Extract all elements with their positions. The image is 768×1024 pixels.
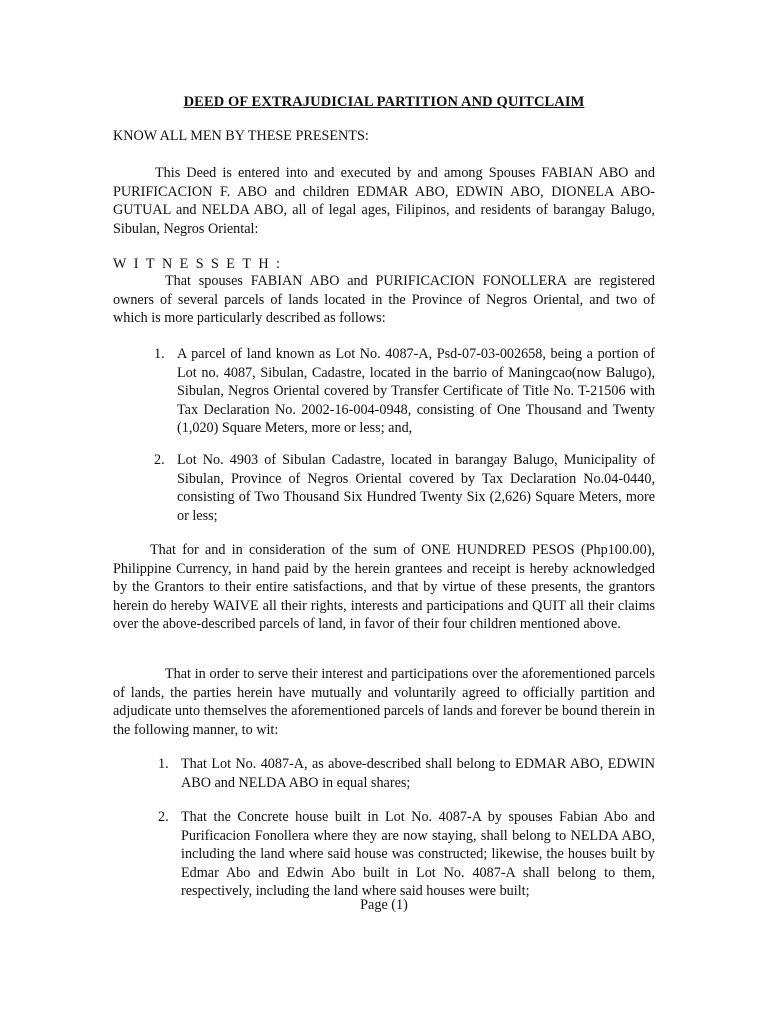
witnesseth-paragraph: That spouses FABIAN ABO and PURIFICACION FONOLLERA are registered owners of several parcels of lands located in the Province of Negros Oriental, and two of which is more particularly described as follows: <box>113 273 655 326</box>
parcel-item-1 <box>150 345 655 438</box>
parcel-number: 2. <box>154 452 165 468</box>
page-number: Page (1) <box>360 897 408 913</box>
document-title: DEED OF EXTRAJUDICIAL PARTITION AND QUITCLAIM <box>183 94 585 110</box>
term-item-2 <box>153 808 655 901</box>
term-number: 1. <box>158 756 169 772</box>
term-description: That the Concrete house built in Lot No. 4087-A by spouses Fabian Abo and Purificacion Fonollera where they are now staying, shall belong to NELDA ABO, including the land where said house was constructed; likewise, the houses built by Edmar Abo and Edwin Abo built in Lot No. 4087-A shall belong to them, respectively, including the land where said houses were built; <box>181 809 655 899</box>
term-number: 2. <box>158 809 169 825</box>
term-item-1 <box>153 755 655 792</box>
parcel-number: 1. <box>154 346 165 362</box>
parcel-description: A parcel of land known as Lot No. 4087-A, Psd-07-03-002658, being a portion of Lot no. 4087, Sibulan, Cadastre, located in the barrio of Maningcao(now Balugo), Sibulan, Negros Oriental covered by Transfer Certificate of Title No. T-21506 with Tax Declaration No. 2002-16-004-0948, consisting of One Thousand and Twenty (1,020) Square Meters, more or less; and, <box>177 346 655 436</box>
parcel-description: Lot No. 4903 of Sibulan Cadastre, located in barangay Balugo, Municipality of Sibulan, Province of Negros Oriental covered by Tax Declaration No.04-0440, consisting of Two Thousand Six Hundred Twenty Six (2,626) Square Meters, more or less; <box>177 452 655 524</box>
witnesseth-label: WITNESSETH: <box>113 256 288 272</box>
intro-paragraph: This Deed is entered into and executed by and among Spouses FABIAN ABO and PURIFICACION F. ABO and children EDMAR ABO, EDWIN ABO, DIONELA ABO-GUTUAL and NELDA ABO, all of legal ages, Filipinos, and residents of barangay Balugo, Sibulan, Negros Oriental: <box>113 165 655 237</box>
parcel-item-2 <box>150 451 655 525</box>
agreement-paragraph: That in order to serve their interest and participations over the aforementioned parcels of lands, the parties herein have mutually and voluntarily agreed to officially partition and adjudicate unto themselves the aforementioned parcels of lands and forever be bound therein in the following manner, to wit: <box>113 666 655 738</box>
term-description: That Lot No. 4087-A, as above-described shall belong to EDMAR ABO, EDWIN ABO and NELDA ABO in equal shares; <box>181 756 655 791</box>
document-heading: KNOW ALL MEN BY THESE PRESENTS: <box>113 128 369 144</box>
consideration-paragraph: That for and in consideration of the sum of ONE HUNDRED PESOS (Php100.00), Philippine Currency, in hand paid by the herein grantees and receipt is hereby acknowledged by the Grantors to their entire satisfactions, and that by virtue of these presents, the grantors herein do hereby WAIVE all their rights, interests and participations and QUIT all their claims over the above-described parcels of land, in favor of their four children mentioned above. <box>113 542 655 632</box>
